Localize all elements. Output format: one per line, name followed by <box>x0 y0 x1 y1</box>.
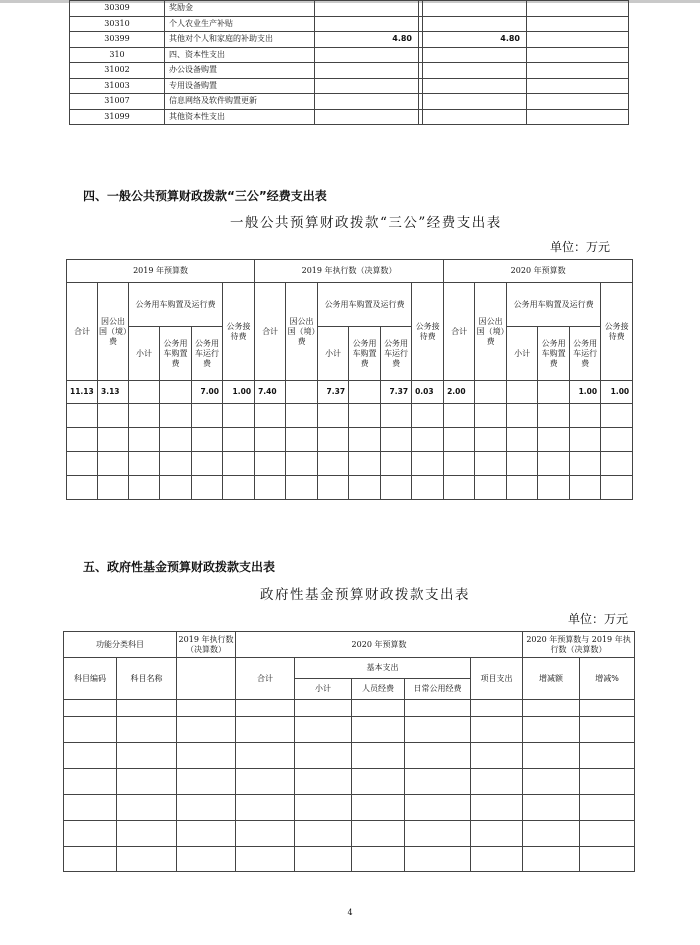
row-value: 4.80 <box>423 32 527 48</box>
empty-row <box>64 717 635 743</box>
empty-cell <box>523 821 580 847</box>
empty-cell <box>192 452 223 476</box>
empty-cell <box>117 700 177 717</box>
col-running: 公务用车运行费 <box>570 327 601 381</box>
empty-cell <box>177 847 236 872</box>
expenditure-detail-table <box>69 0 629 125</box>
empty-cell <box>349 452 381 476</box>
data-cell: 7.37 <box>381 381 412 404</box>
col-personnel: 人员经费 <box>352 679 405 700</box>
col-vehicle: 公务用车购置及运行费 <box>318 283 412 327</box>
empty-cell <box>236 717 295 743</box>
empty-cell <box>117 717 177 743</box>
section-five-heading: 五、政府性基金预算财政拨款支出表 <box>83 560 276 574</box>
three-public-expenditure-table <box>66 259 633 500</box>
col-code: 科目编码 <box>64 658 117 700</box>
col-compare: 2020 年预算数与 2019 年执行数（决算数） <box>523 632 635 658</box>
col-running: 公务用车运行费 <box>381 327 412 381</box>
empty-cell <box>236 821 295 847</box>
empty-cell <box>295 717 352 743</box>
row-name: 其他资本性支出 <box>165 109 315 125</box>
empty-cell <box>318 452 349 476</box>
empty-cell <box>570 428 601 452</box>
empty-cell <box>471 717 523 743</box>
empty-cell <box>255 404 286 428</box>
empty-row <box>67 452 633 476</box>
empty-cell <box>67 404 98 428</box>
empty-cell <box>129 476 160 500</box>
empty-cell <box>223 476 255 500</box>
data-cell: 11.13 <box>67 381 98 404</box>
col-exec-2019-data <box>177 658 236 700</box>
row-name: 奖励金 <box>165 1 315 17</box>
three-public-table-title: 一般公共预算财政拨款“三公”经费支出表 <box>230 215 502 231</box>
table-row <box>70 32 629 48</box>
empty-cell <box>538 428 570 452</box>
empty-cell <box>129 428 160 452</box>
empty-cell <box>295 769 352 795</box>
row-name: 其他对个人和家庭的补助支出 <box>165 32 315 48</box>
empty-cell <box>381 428 412 452</box>
empty-cell <box>580 847 635 872</box>
row-code: 310 <box>70 47 165 63</box>
col-total: 合计 <box>236 658 295 700</box>
table-row <box>70 16 629 32</box>
empty-cell <box>64 795 117 821</box>
row-name: 四、资本性支出 <box>165 47 315 63</box>
empty-cell <box>349 476 381 500</box>
row-value <box>423 94 527 110</box>
table-row <box>70 94 629 110</box>
empty-cell <box>405 847 471 872</box>
empty-cell <box>223 404 255 428</box>
empty-cell <box>295 743 352 769</box>
empty-cell <box>580 821 635 847</box>
empty-cell <box>177 769 236 795</box>
empty-row <box>64 743 635 769</box>
empty-cell <box>236 769 295 795</box>
empty-cell <box>444 404 475 428</box>
empty-cell <box>471 700 523 717</box>
empty-cell <box>412 452 444 476</box>
data-cell: 3.13 <box>98 381 129 404</box>
col-purchase: 公务用车购置费 <box>538 327 570 381</box>
row-value <box>527 47 629 63</box>
empty-cell <box>177 700 236 717</box>
row-name: 个人农业生产补贴 <box>165 16 315 32</box>
col-reception: 公务接待费 <box>601 283 633 381</box>
col-basic: 基本支出 <box>295 658 471 679</box>
data-cell <box>507 381 538 404</box>
empty-row <box>64 821 635 847</box>
empty-cell <box>295 847 352 872</box>
empty-cell <box>67 476 98 500</box>
row-value <box>423 78 527 94</box>
empty-cell <box>117 821 177 847</box>
empty-cell <box>64 743 117 769</box>
row-value <box>527 32 629 48</box>
fund-table-title: 政府性基金预算财政拨款支出表 <box>260 587 470 603</box>
empty-cell <box>352 700 405 717</box>
empty-cell <box>523 700 580 717</box>
row-value <box>527 109 629 125</box>
empty-cell <box>471 795 523 821</box>
page-number: 4 <box>347 908 353 917</box>
table-row <box>70 63 629 79</box>
empty-row <box>64 700 635 717</box>
row-value <box>423 47 527 63</box>
empty-cell <box>64 821 117 847</box>
empty-cell <box>98 404 129 428</box>
data-cell <box>475 381 507 404</box>
data-cell <box>538 381 570 404</box>
empty-cell <box>98 452 129 476</box>
empty-cell <box>601 428 633 452</box>
row-code: 30309 <box>70 1 165 17</box>
col-abroad: 因公出国（境）费 <box>286 283 318 381</box>
empty-cell <box>177 743 236 769</box>
col-budget-2020: 2020 年预算数 <box>236 632 523 658</box>
data-cell: 7.40 <box>255 381 286 404</box>
empty-cell <box>523 847 580 872</box>
row-code: 30310 <box>70 16 165 32</box>
empty-row <box>67 476 633 500</box>
col-total: 合计 <box>444 283 475 381</box>
empty-cell <box>580 717 635 743</box>
empty-row <box>67 404 633 428</box>
section-four-heading: 四、一般公共预算财政拨款“三公”经费支出表 <box>83 189 327 203</box>
col-name: 科目名称 <box>117 658 177 700</box>
empty-cell <box>601 404 633 428</box>
empty-cell <box>318 404 349 428</box>
empty-cell <box>352 847 405 872</box>
empty-cell <box>444 452 475 476</box>
col-subtotal: 小计 <box>295 679 352 700</box>
empty-cell <box>405 769 471 795</box>
empty-cell <box>405 743 471 769</box>
col-vehicle: 公务用车购置及运行费 <box>507 283 601 327</box>
empty-cell <box>352 821 405 847</box>
empty-cell <box>580 795 635 821</box>
row-value <box>423 16 527 32</box>
col-purchase: 公务用车购置费 <box>160 327 192 381</box>
empty-cell <box>352 795 405 821</box>
group-header: 2019 年执行数（决算数） <box>255 260 444 283</box>
empty-cell <box>255 476 286 500</box>
row-code: 31002 <box>70 63 165 79</box>
row-value <box>423 109 527 125</box>
col-exec-2019: 2019 年执行数（决算数） <box>177 632 236 658</box>
col-change-pct: 增减% <box>580 658 635 700</box>
empty-cell <box>570 476 601 500</box>
row-code: 30399 <box>70 32 165 48</box>
empty-cell <box>286 404 318 428</box>
empty-cell <box>223 428 255 452</box>
row-value <box>527 16 629 32</box>
row-value <box>315 16 419 32</box>
col-abroad: 因公出国（境）费 <box>475 283 507 381</box>
data-cell: 7.00 <box>192 381 223 404</box>
group-header: 2020 年预算数 <box>444 260 633 283</box>
row-value <box>527 63 629 79</box>
empty-cell <box>381 476 412 500</box>
row-value <box>315 1 419 17</box>
col-abroad: 因公出国（境）费 <box>98 283 129 381</box>
empty-cell <box>580 700 635 717</box>
table-row <box>70 47 629 63</box>
empty-cell <box>236 743 295 769</box>
empty-cell <box>507 452 538 476</box>
row-name: 信息网络及软件购置更新 <box>165 94 315 110</box>
empty-cell <box>471 847 523 872</box>
col-subtotal: 小计 <box>318 327 349 381</box>
empty-cell <box>295 821 352 847</box>
empty-cell <box>405 717 471 743</box>
empty-cell <box>236 795 295 821</box>
empty-cell <box>471 821 523 847</box>
empty-cell <box>412 476 444 500</box>
empty-cell <box>475 476 507 500</box>
empty-cell <box>405 821 471 847</box>
empty-cell <box>255 452 286 476</box>
empty-row <box>64 795 635 821</box>
row-value <box>527 78 629 94</box>
empty-cell <box>117 769 177 795</box>
empty-cell <box>223 452 255 476</box>
empty-cell <box>475 404 507 428</box>
empty-cell <box>507 404 538 428</box>
empty-cell <box>192 404 223 428</box>
row-value <box>315 47 419 63</box>
row-value <box>315 94 419 110</box>
col-public: 日常公用经费 <box>405 679 471 700</box>
col-subtotal: 小计 <box>129 327 160 381</box>
empty-cell <box>286 452 318 476</box>
empty-cell <box>412 428 444 452</box>
data-cell: 1.00 <box>223 381 255 404</box>
empty-cell <box>405 700 471 717</box>
empty-cell <box>160 452 192 476</box>
group-header: 2019 年预算数 <box>67 260 255 283</box>
data-cell <box>129 381 160 404</box>
empty-cell <box>444 476 475 500</box>
table-row <box>70 1 629 17</box>
empty-cell <box>192 476 223 500</box>
empty-cell <box>381 452 412 476</box>
empty-cell <box>236 847 295 872</box>
empty-cell <box>177 821 236 847</box>
empty-cell <box>507 428 538 452</box>
fund-unit-label: 单位：万元 <box>568 612 629 626</box>
empty-cell <box>160 404 192 428</box>
empty-cell <box>64 700 117 717</box>
empty-cell <box>507 476 538 500</box>
empty-cell <box>129 452 160 476</box>
empty-cell <box>64 847 117 872</box>
data-cell <box>286 381 318 404</box>
row-value <box>315 78 419 94</box>
empty-cell <box>601 452 633 476</box>
row-value <box>527 94 629 110</box>
row-name: 办公设备购置 <box>165 63 315 79</box>
empty-cell <box>471 743 523 769</box>
empty-cell <box>295 795 352 821</box>
col-reception: 公务接待费 <box>223 283 255 381</box>
col-purchase: 公务用车购置费 <box>349 327 381 381</box>
empty-cell <box>295 700 352 717</box>
empty-cell <box>538 404 570 428</box>
empty-cell <box>177 795 236 821</box>
empty-cell <box>117 795 177 821</box>
empty-row <box>67 428 633 452</box>
empty-cell <box>475 452 507 476</box>
col-running: 公务用车运行费 <box>192 327 223 381</box>
row-name: 专用设备购置 <box>165 78 315 94</box>
col-vehicle: 公务用车购置及运行费 <box>129 283 223 327</box>
empty-cell <box>412 404 444 428</box>
empty-row <box>64 769 635 795</box>
col-total: 合计 <box>255 283 286 381</box>
row-value <box>527 1 629 17</box>
empty-cell <box>538 452 570 476</box>
empty-cell <box>444 428 475 452</box>
col-project: 项目支出 <box>471 658 523 700</box>
empty-cell <box>570 404 601 428</box>
empty-cell <box>318 476 349 500</box>
empty-cell <box>64 769 117 795</box>
empty-cell <box>160 476 192 500</box>
empty-cell <box>352 743 405 769</box>
empty-cell <box>349 404 381 428</box>
empty-cell <box>381 404 412 428</box>
empty-cell <box>117 847 177 872</box>
empty-cell <box>580 769 635 795</box>
government-fund-expenditure-table <box>63 631 635 872</box>
empty-cell <box>236 700 295 717</box>
empty-cell <box>255 428 286 452</box>
empty-cell <box>538 476 570 500</box>
data-cell: 1.00 <box>601 381 633 404</box>
table-row <box>70 109 629 125</box>
empty-cell <box>117 743 177 769</box>
empty-cell <box>601 476 633 500</box>
empty-cell <box>318 428 349 452</box>
col-func-class: 功能分类科目 <box>64 632 177 658</box>
three-public-unit-label: 单位：万元 <box>550 240 611 254</box>
empty-cell <box>286 428 318 452</box>
empty-cell <box>471 769 523 795</box>
row-value <box>423 1 527 17</box>
row-value <box>423 63 527 79</box>
col-reception: 公务接待费 <box>412 283 444 381</box>
empty-row <box>64 847 635 872</box>
empty-cell <box>523 743 580 769</box>
empty-cell <box>405 795 471 821</box>
row-value: 4.80 <box>315 32 419 48</box>
empty-cell <box>286 476 318 500</box>
data-cell: 0.03 <box>412 381 444 404</box>
empty-cell <box>160 428 192 452</box>
col-subtotal: 小计 <box>507 327 538 381</box>
data-cell <box>160 381 192 404</box>
col-total: 合计 <box>67 283 98 381</box>
row-code: 31003 <box>70 78 165 94</box>
empty-cell <box>523 717 580 743</box>
row-value <box>315 109 419 125</box>
empty-cell <box>475 428 507 452</box>
empty-cell <box>98 476 129 500</box>
data-cell: 7.37 <box>318 381 349 404</box>
empty-cell <box>98 428 129 452</box>
empty-cell <box>129 404 160 428</box>
table-row <box>70 78 629 94</box>
empty-cell <box>192 428 223 452</box>
empty-cell <box>523 769 580 795</box>
table-row <box>67 381 633 404</box>
empty-cell <box>177 717 236 743</box>
row-value <box>315 63 419 79</box>
data-cell <box>349 381 381 404</box>
empty-cell <box>349 428 381 452</box>
row-code: 31007 <box>70 94 165 110</box>
empty-cell <box>523 795 580 821</box>
empty-cell <box>580 743 635 769</box>
data-cell: 1.00 <box>570 381 601 404</box>
empty-cell <box>570 452 601 476</box>
empty-cell <box>64 717 117 743</box>
empty-cell <box>352 769 405 795</box>
empty-cell <box>67 452 98 476</box>
empty-cell <box>352 717 405 743</box>
col-change: 增减额 <box>523 658 580 700</box>
data-cell: 2.00 <box>444 381 475 404</box>
empty-cell <box>67 428 98 452</box>
row-code: 31099 <box>70 109 165 125</box>
